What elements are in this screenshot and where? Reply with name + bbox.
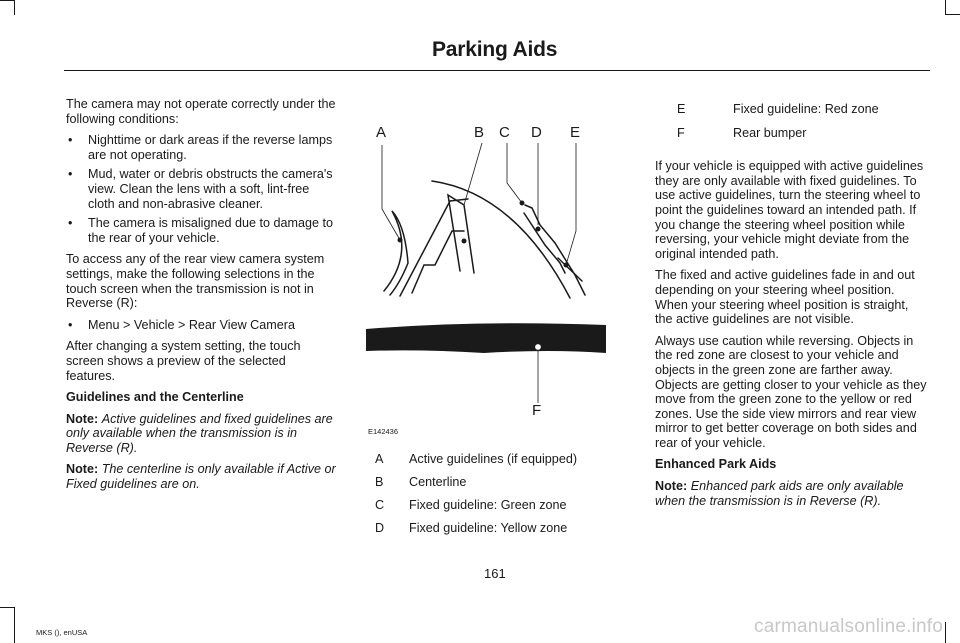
right-column <box>655 102 927 515</box>
crop-mark <box>14 0 15 15</box>
active-guideline-left <box>384 211 408 295</box>
list-item: • The camera is misaligned due to damage to the rear of your vehicle. <box>68 216 334 245</box>
label-b: B <box>474 124 485 141</box>
list-item <box>66 318 338 333</box>
list-item: • Mud, water or debris obstructs the camera's view. Clean the lens with a soft, lint-free cloth and non-abrasive cleaner. <box>68 167 333 211</box>
left-column <box>66 97 338 499</box>
table-row: A Active guidelines (if equipped) <box>375 452 578 466</box>
figure-legend <box>365 452 615 544</box>
label-c: C <box>499 124 510 141</box>
label-f: F <box>532 402 542 419</box>
list-item: • Nighttime or dark areas if the reverse lamps are not operating. <box>68 133 333 162</box>
page-title: Parking Aids <box>432 38 558 61</box>
figure-legend-continued <box>655 102 927 149</box>
table-row: D Fixed guideline: Yellow zone <box>375 521 568 535</box>
header-divider <box>64 70 930 71</box>
fixed-guideline-left-inner <box>412 231 464 293</box>
bullet-icon: • <box>68 216 73 231</box>
fixed-guideline-left-outer <box>400 199 468 296</box>
table-row: B Centerline <box>375 475 467 489</box>
note-enhanced-park-aids: Note: Enhanced park aids are only available when the transmission is in Reverse (R). <box>655 479 904 508</box>
bullet-icon: • <box>68 317 73 332</box>
note-active-guidelines: Note: Active guidelines and fixed guidelines are only available when the transmission is in Reverse (R). <box>66 411 333 455</box>
fixed-guideline-right-inner <box>524 213 565 273</box>
fixed-guideline-right-dash <box>558 258 582 281</box>
crop-mark <box>0 607 15 608</box>
caution-paragraph: Always use caution while reversing. Objects in the red zone are closest to your vehicle and objects in the green zone are farther away. Objects are getting closer to your vehicle as they move from the green zone to the yellow or red zones. Use the side view mirrors and rear view mirror to get better coverage on both sides and rear of your vehicle. <box>655 333 927 450</box>
label-e: E <box>570 124 581 141</box>
access-paragraph: To access any of the rear view camera system settings, make the following selections in the touch screen when the transmission is not in Reverse (R): <box>66 252 325 311</box>
page-number: 161 <box>484 566 506 581</box>
crop-mark <box>945 14 960 15</box>
table-row: E Fixed guideline: Red zone <box>677 102 879 116</box>
watermark: carmanualsonline.info <box>754 616 944 637</box>
section-heading: Guidelines and the Centerline <box>66 390 244 405</box>
active-guidelines-paragraph: If your vehicle is equipped with active guidelines they are only available with fixed guidelines. To use active guidelines, turn the steering wheel to point the guidelines toward an intended path. If you change the steering wheel position while reversing, your vehicle might deviate from the original intended path. <box>655 159 924 261</box>
footer-code: MKS (), enUSA <box>36 628 88 637</box>
bullet-icon: • <box>68 167 73 182</box>
centerline <box>448 195 474 273</box>
crop-mark <box>0 0 15 1</box>
menu-path: Menu > Vehicle > Rear View Camera <box>88 317 295 332</box>
figure-code: E142436 <box>368 427 399 436</box>
after-change-paragraph: After changing a system setting, the touch screen shows a preview of the selected features. <box>66 339 301 383</box>
intro-paragraph: The camera may not operate correctly under the following conditions: <box>66 97 336 126</box>
bullet-icon: • <box>68 133 73 148</box>
menu-path-list <box>66 318 338 333</box>
rear-camera-diagram <box>360 113 610 425</box>
label-a: A <box>376 124 387 141</box>
conditions-list <box>66 133 338 245</box>
fade-paragraph: The fixed and active guidelines fade in and out depending on your steering wheel position. When your steering wheel position is straight, the active guidelines are not visible. <box>655 268 915 327</box>
table-row: F Rear bumper <box>677 125 807 140</box>
crop-mark <box>945 0 946 15</box>
crop-mark <box>14 607 15 643</box>
rear-bumper <box>366 323 606 353</box>
label-d: D <box>531 124 542 141</box>
note-centerline: Note: The centerline is only available if Active or Fixed guidelines are on. <box>66 462 336 492</box>
section-heading: Enhanced Park Aids <box>655 457 777 472</box>
crop-mark <box>945 622 946 643</box>
table-row: C Fixed guideline: Green zone <box>375 498 567 512</box>
